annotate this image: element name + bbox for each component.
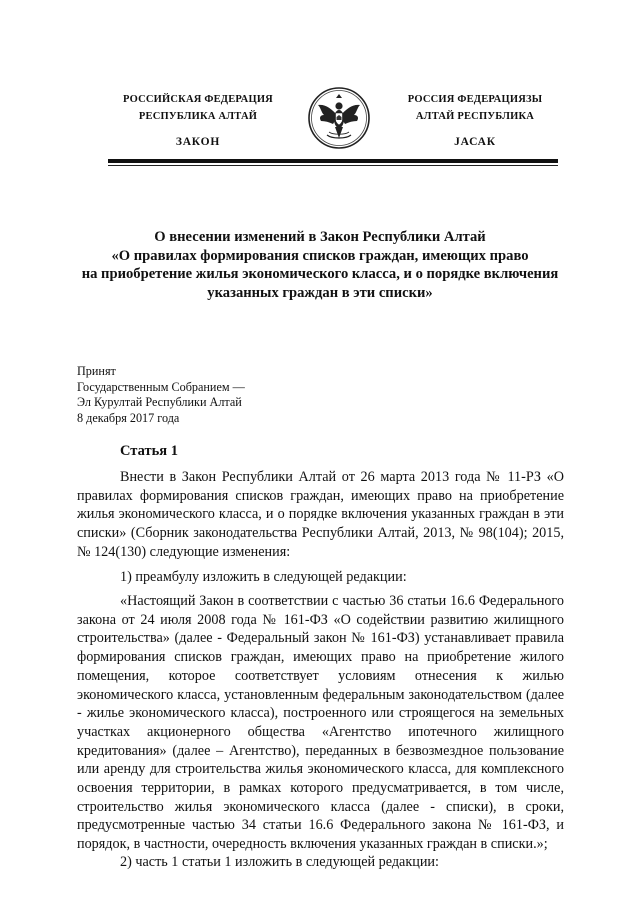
header-left-line2: РЕСПУБЛИКА АЛТАЙ xyxy=(138,111,258,122)
item-1-paragraph: 1) преамбулу изложить в следующей редакции: xyxy=(120,569,407,585)
article-heading: Статья 1 xyxy=(120,443,178,459)
item-2-paragraph: 2) часть 1 статьи 1 изложить в следующей редакции: xyxy=(120,854,439,870)
title-line: указанных граждан в эти списки» xyxy=(207,284,433,301)
adoption-line: Эл Курултай Республики Алтай xyxy=(77,395,242,409)
coat-of-arms-icon xyxy=(307,86,371,150)
header-right-line1: РОССИЯ ФЕДЕРАЦИЯЗЫ xyxy=(407,94,543,105)
title-line: О внесении изменений в Закон Республики Алтай xyxy=(154,229,486,245)
title-line: на приобретение жилья экономического класса, и о порядке включения xyxy=(81,266,559,282)
quoted-preamble-paragraph: «Настоящий Закон в соответствии с частью 36 статьи 16.6 Федерального закона от 24 июля 2008 года № 161-ФЗ «О содействии развитию жилищного строительства» (далее - Федеральный закон № 161-ФЗ) устанавливает правила формирования списков граждан, имеющих право на приобретение жилого помещения, которое соответствует условиям отнесения к жилью экономического класса, установленным федеральным законодательством (далее - жилье экономического класса), построенного или строящегося на земельных участках акционерного общества «Агентство ипотечного жилищного кредитования» (далее – Агентство), переданных в безвозмездное пользование или аренду для строительства жилья экономического класса, для комплексного освоения территории, в рамках которого предусматривается, в том числе, строительство жилья экономического класса (далее - списки), в сроки, предусмотренные частью 34 статьи 16.6 Федерального закона № 161-ФЗ, и порядок, в частности, очередность включения указанных граждан в списки.»; xyxy=(77,593,564,853)
header-left-line1: РОССИЙСКАЯ ФЕДЕРАЦИЯ xyxy=(123,94,273,105)
intro-paragraph: Внести в Закон Республики Алтай от 26 марта 2013 года № 11-РЗ «О правилах формирования списков граждан, имеющих право на приобретение жилья экономического класса, и о порядке включения указанных граждан в эти списки» (Сборник законодательства Республики Алтай, 2013, № 98(104); 2015, № 124(130) следующие изменения: xyxy=(77,469,564,560)
adoption-line: Государственным Собранием — xyxy=(77,379,245,394)
adoption-block xyxy=(77,364,245,426)
header-divider-thick xyxy=(108,159,558,163)
header-left-kind: ЗАКОН xyxy=(175,136,221,148)
adoption-line: Принят xyxy=(77,364,116,378)
title-line: «О правилах формирования списков граждан, имеющих право xyxy=(111,247,529,264)
header-right-kind: ЈАСАК xyxy=(454,136,496,148)
header-right-line2: АЛТАЙ РЕСПУБЛИКА xyxy=(415,111,535,122)
header-divider-thin xyxy=(108,165,558,166)
adoption-date: 8 декабря 2017 года xyxy=(77,410,180,425)
law-title xyxy=(60,228,580,302)
